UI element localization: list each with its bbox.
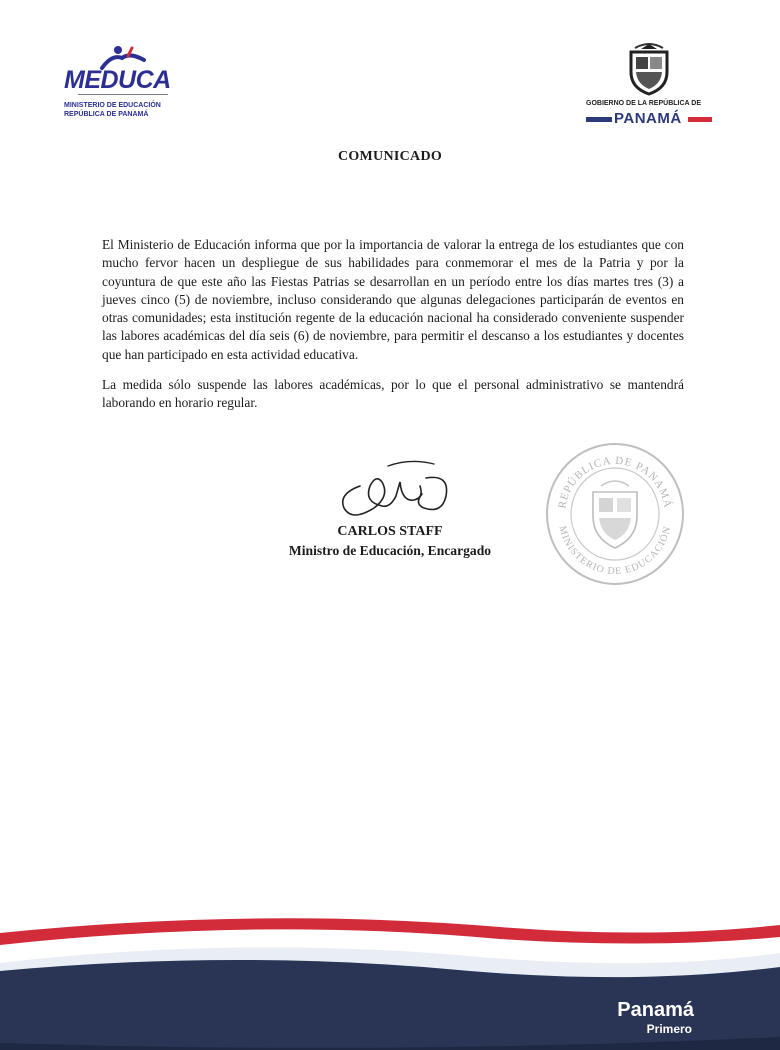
paragraph-2: La medida sólo suspende las labores académicas, por lo que el personal administrativo se mantendrá laborando en horario regular.: [102, 377, 684, 411]
document-title: COMUNICADO: [337, 149, 443, 164]
country-name: PANAMÁ: [614, 110, 682, 127]
meduca-brand-text: MEDUCA: [64, 66, 171, 94]
document-body: [102, 236, 684, 425]
seal-top-text: REPÚBLICA DE PANAMÁ: [556, 454, 674, 510]
meduca-line1: MINISTERIO DE EDUCACIÓN: [64, 102, 161, 109]
government-line: GOBIERNO DE LA REPÚBLICA DE: [586, 100, 701, 107]
seal-bottom-text: MINISTERIO DE EDUCACIÓN: [556, 524, 674, 578]
signatory-role: Ministro de Educación, Encargado: [288, 543, 492, 558]
panama-coat-of-arms-icon: [625, 42, 673, 96]
paragraph-1: El Ministerio de Educación informa que por la importancia de valorar la entrega de los estudiantes que con mucho fervor hacen un despliegue de sus habilidades para conmemorar el mes de la Patria y por la coyuntura de que este año las Fiestas Patrias se desarrollan en un período entre los días martes tres (3) a jueves cinco (5) de noviembre, incluso considerando que algunas delegaciones participarán de eventos en otras comunidades; esta institución regente de la educación nacional ha considerado conveniente suspender las labores académicas del día seis (6) de noviembre, para permitir el descanso a los estudiantes y docentes que han participado en esta actividad educativa.: [102, 237, 684, 362]
footer-slogan: Primero: [646, 1022, 692, 1036]
footer-brand: Panamá: [617, 999, 694, 1021]
meduca-line2: REPÚBLICA DE PANAMÁ: [64, 111, 149, 118]
signatory-name: CARLOS STAFF: [337, 524, 443, 539]
official-seal-icon: [543, 440, 687, 588]
signature-icon: [330, 456, 460, 526]
svg-text:REPÚBLICA DE PANAMÁ: [556, 455, 674, 510]
panama-government-logo: [580, 42, 715, 132]
meduca-logo: [60, 44, 185, 124]
footer-band: [0, 905, 780, 1050]
